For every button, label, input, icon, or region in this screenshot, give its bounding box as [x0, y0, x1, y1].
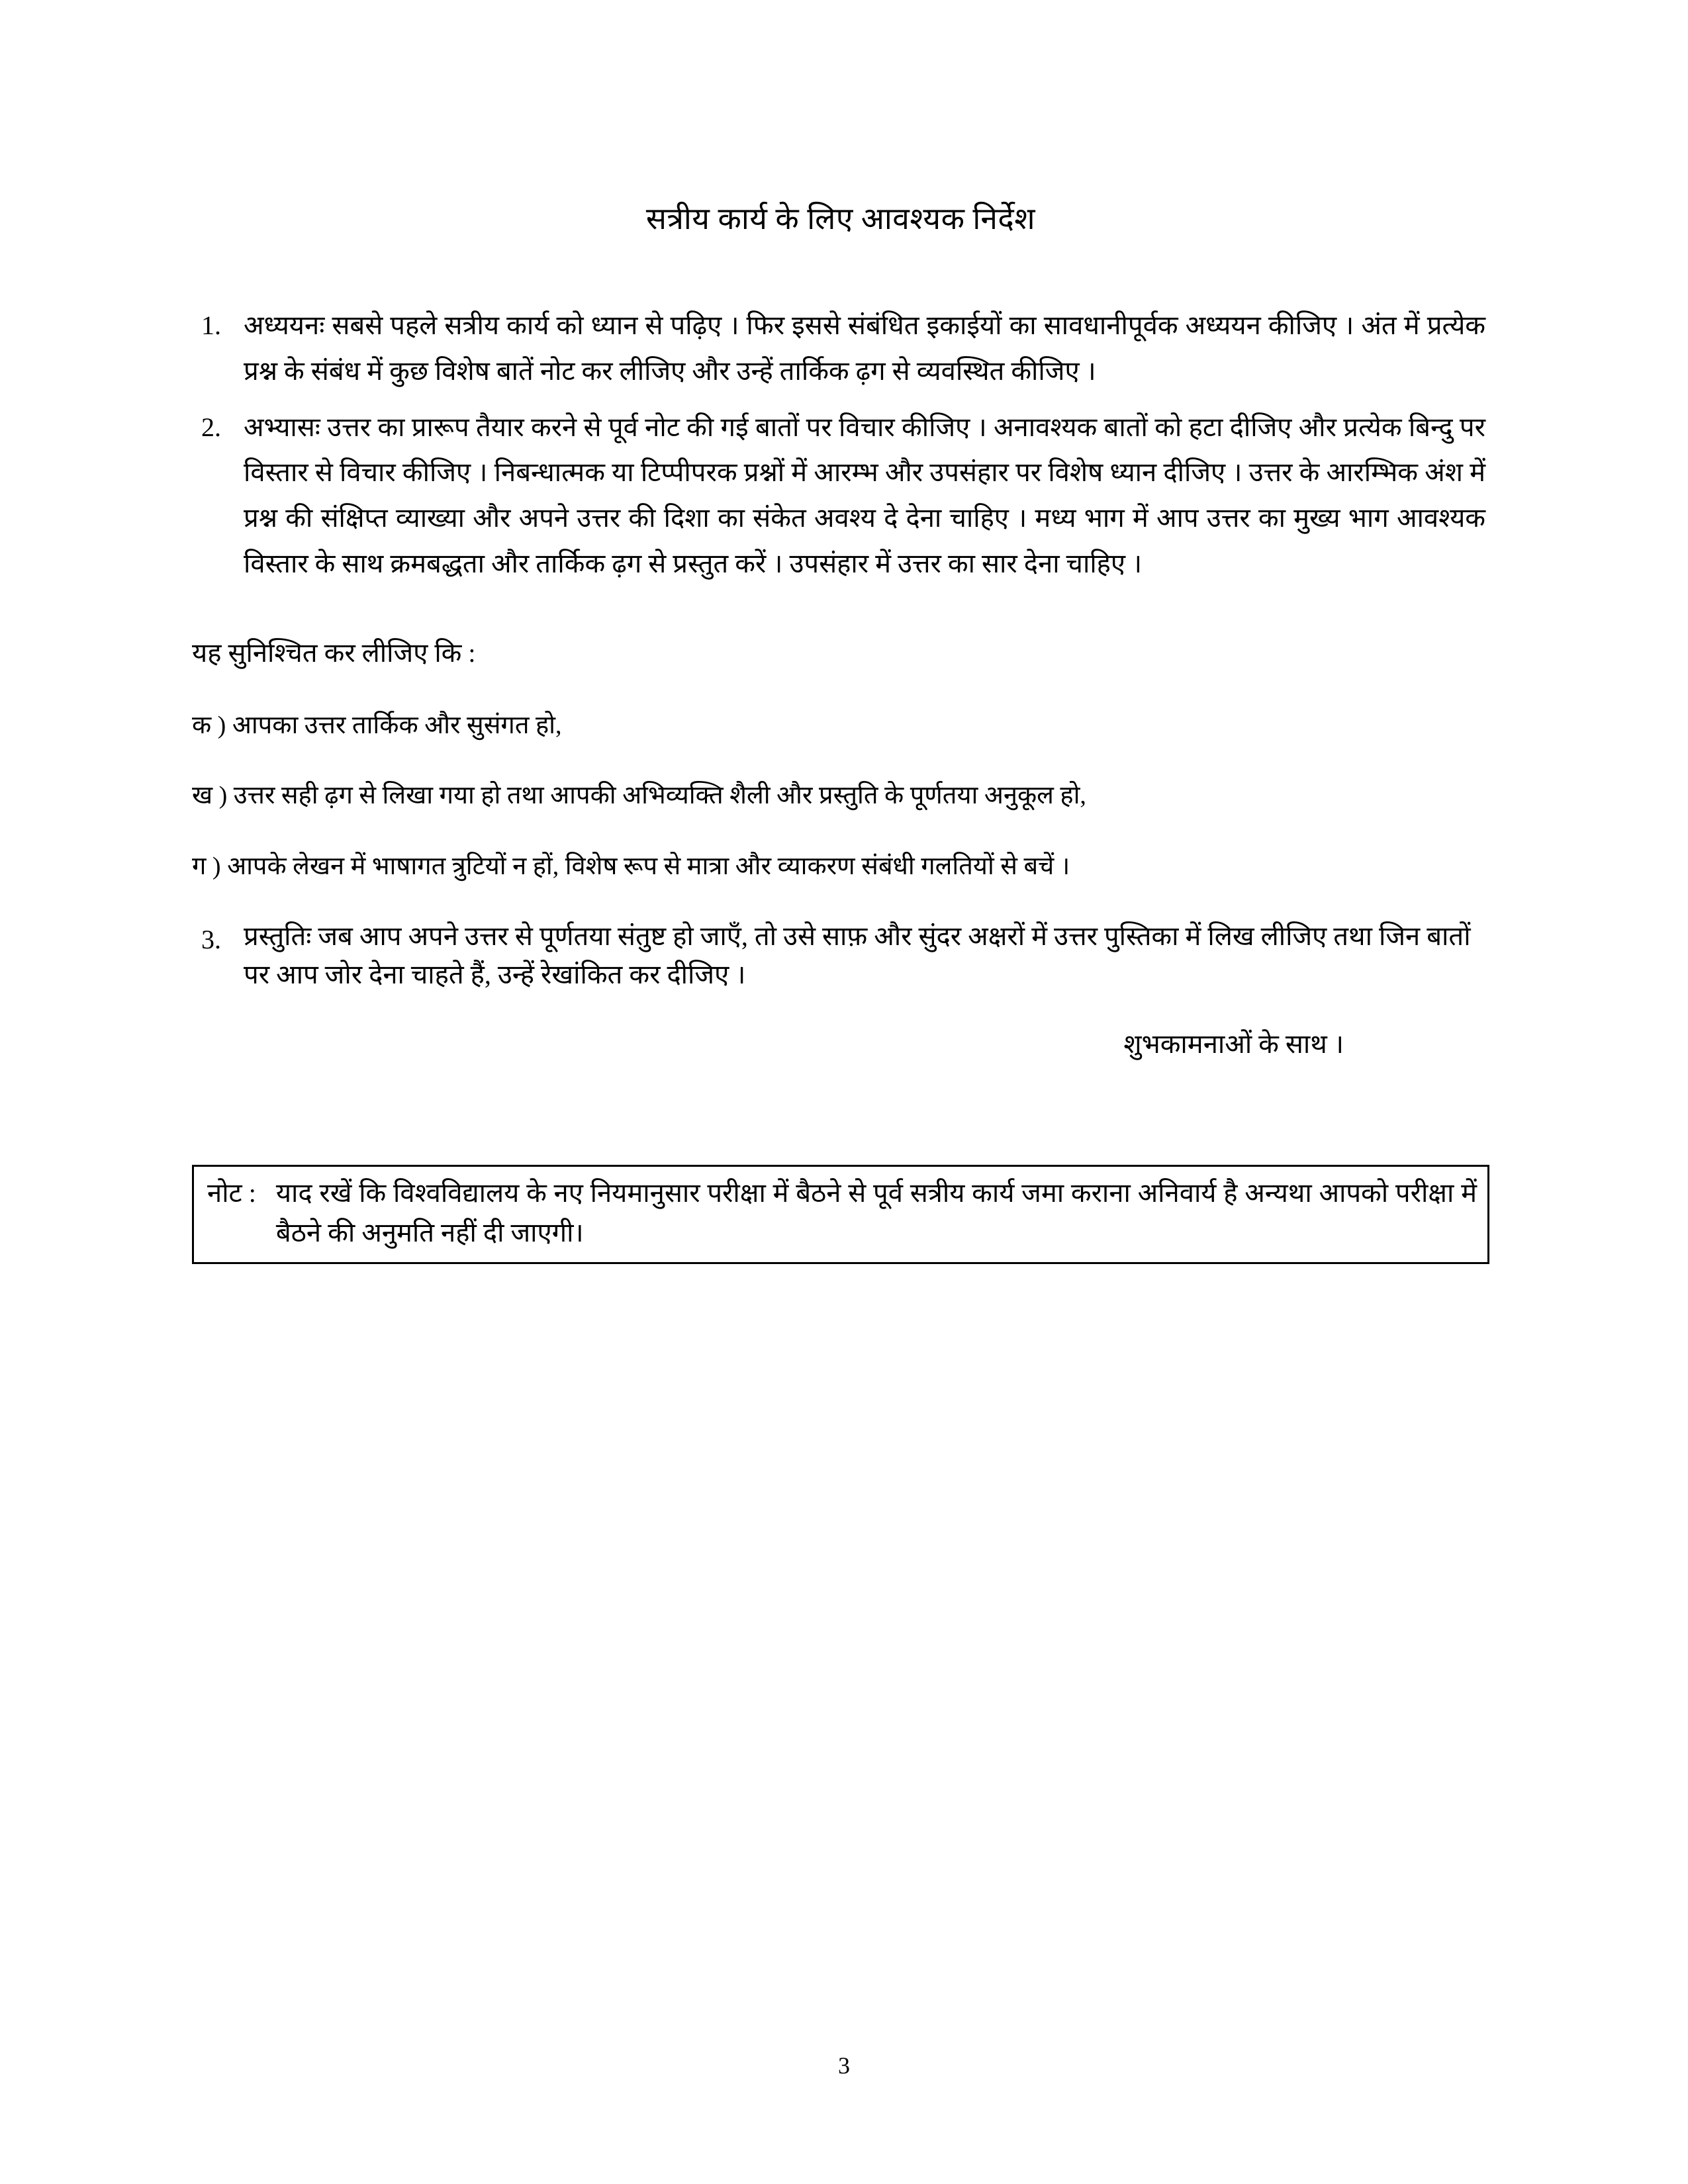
list-item-text: प्रस्तुतिः जब आप अपने उत्तर से पूर्णतया संतुष्ट हो जाएँ, तो उसे साफ़ और सुंदर अक्षरों में उत्तर पुस्तिका में लिख लीजिए तथा जिन बातों पर आप जोर देना चाहते हैं, उन्हें रेखांकित कर दीजिए ।	[244, 921, 1471, 990]
instructions-list	[192, 303, 1489, 587]
list-item-presentation	[192, 917, 1489, 994]
list-item-marker: 3.	[201, 925, 221, 955]
alpha-item-marker: ग )	[192, 852, 221, 881]
note-inner	[207, 1173, 1477, 1253]
list-item-marker: 1.	[201, 310, 221, 341]
list-item-text: अध्ययनः सबसे पहले सत्रीय कार्य को ध्यान से पढ़िए । फिर इससे संबंधित इकाईयों का सावधानीपूर्वक अध्ययन कीजिए । अंत में प्रत्येक प्रश्न के संबंध में कुछ विशेष बातें नोट कर लीजिए और उन्हें तार्किक ढ़ग से व्यवस्थित कीजिए ।	[244, 310, 1485, 386]
list-item-text: अभ्यासः उत्तर का प्रारूप तैयार करने से पूर्व नोट की गई बातों पर विचार कीजिए । अनावश्यक बातों को हटा दीजिए और प्रत्येक बिन्दु पर विस्तार से विचार कीजिए । निबन्धात्मक या टिप्पीपरक प्रश्नों में आरम्भ और उपसंहार पर विशेष ध्यान दीजिए । उत्तर के आरम्भिक अंश में प्रश्न की संक्षिप्त व्याख्या और अपने उत्तर की दिशा का संकेत अवश्य दे देना चाहिए । मध्य भाग में आप उत्तर का मुख्य भाग आवश्यक विस्तार के साथ क्रमबद्धता और तार्किक ढ़ग से प्रस्तुत करें । उपसंहार में उत्तर का सार देना चाहिए ।	[244, 412, 1485, 579]
alpha-item-marker: ख )	[192, 782, 228, 810]
alpha-item-kha	[192, 776, 1489, 816]
alpha-item-text: उत्तर सही ढ़ग से लिखा गया हो तथा आपकी अभिव्यक्ति शैली और प्रस्तुति के पूर्णतया अनुकूल हो,	[233, 782, 1086, 810]
list-item	[192, 303, 1489, 394]
alpha-item-marker: क )	[192, 711, 226, 739]
page-number: 3	[838, 2052, 850, 2079]
list-item-marker: 2.	[201, 412, 221, 442]
closing-line: शुभकामनाओं के साथ ।	[1123, 1029, 1344, 1060]
alpha-item-ga	[192, 846, 1489, 887]
note-box	[192, 1165, 1489, 1264]
note-label: नोट :	[207, 1178, 256, 1208]
alpha-item-ka	[192, 705, 1489, 746]
alpha-item-text: आपके लेखन में भाषागत त्रुटियों न हों, विशेष रूप से मात्रा और व्याकरण संबंधी गलतियों से बचें ।	[227, 852, 1070, 881]
alpha-item-text: आपका उत्तर तार्किक और सुसंगत हो,	[232, 711, 562, 739]
list-item	[192, 405, 1489, 587]
note-text: याद रखें कि विश्वविद्यालय के नए नियमानुसार परीक्षा में बैठने से पूर्व सत्रीय कार्य जमा कराना अनिवार्य है अन्यथा आपको परीक्षा में बैठने की अनुमति नहीं दी जाएगी।	[275, 1178, 1477, 1248]
page-title: सत्रीय कार्य के लिए आवश्यक निर्देश	[645, 202, 1036, 236]
ensure-heading: यह सुनिश्चित कर लीजिए कि :	[192, 637, 476, 668]
